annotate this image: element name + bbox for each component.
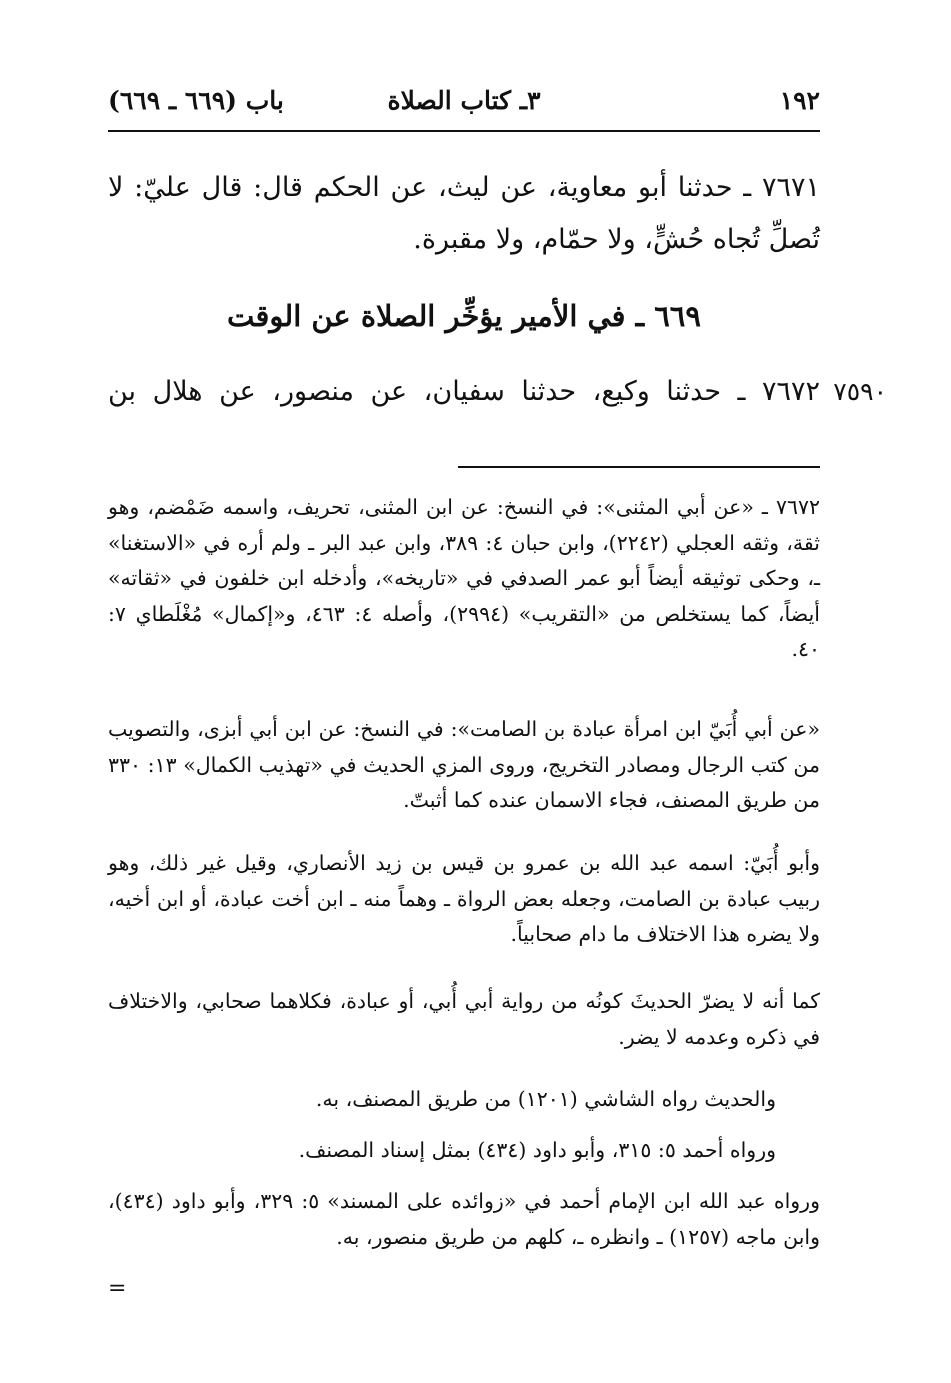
margin-number: ٧٥٩٠: [833, 377, 887, 406]
hadith-7672: ٧٦٧٢ ـ حدثنا وكيع، حدثنا سفيان، عن منصور، عن هلال بن: [108, 376, 820, 407]
footnote-paragraph: «عن أبي أُبَيّ ابن امرأة عبادة بن الصامت»: في النسخ: عن ابن أبي أبزى، والتصويب من كتب الرجال ومصادر التخريج، وروى المزي الحديث في «تهذيب الكمال» ١٣: ٣٣٠ من طريق المصنف، فجاء الاسمان عنده كما أثبتّ.: [108, 717, 820, 812]
page-number: ١٩٢: [779, 86, 820, 115]
chapter-heading: ٦٦٩ ـ في الأمير يؤخِّر الصلاة عن الوقت: [227, 299, 701, 333]
footnote-paragraph: وأبو أُبَيّ: اسمه عبد الله بن عمرو بن قيس بن زيد الأنصاري، وقيل غير ذلك، وهو ربيب عبادة بن الصامت، وجعله بعض الرواة ـ وهماً منه ـ ابن أخت عبادة، أو ابن أخيه، ولا يضره هذا الاختلاف ما دام صحابياً.: [108, 851, 820, 946]
footnote-paragraph: ورواه عبد الله ابن الإمام أحمد في «زوائده على المسند» ٥: ٣٢٩، وأبو داود (٤٣٤)، وابن ماجه (١٢٥٧) ـ وانظره ـ، كلهم من طريق منصور، به.: [108, 1189, 820, 1249]
header-rule: [108, 130, 820, 132]
footnote-paragraph: ٧٦٧٢ ـ «عن أبي المثنى»: في النسخ: عن ابن المثنى، تحريف، واسمه ضَمْضم، وهو ثقة، وثقه العجلي (٢٢٤٢)، وابن حبان ٤: ٣٨٩، وابن عبد البر ـ ولم أره في «الاستغنا» ـ، وحكى توثيقه أيضاً أبو عمر الصدفي في «تاريخه»، وأدخله ابن خلفون في «ثقاته» أيضاً، كما يستخلص من «التقريب» (٢٩٩٤)، وأصله ٤: ٤٦٣، و«إكمال» مُغْلَطاي ٧: ٤٠.: [108, 495, 820, 661]
footnote-paragraph: كما أنه لا يضرّ الحديثَ كونُه من رواية أبي أُبي، أو عبادة، فكلاهما صحابي، والاختلاف في ذكره وعدمه لا يضر.: [108, 989, 820, 1049]
page-header: [108, 86, 820, 122]
footnote-paragraph: والحديث رواه الشاشي (١٢٠١) من طريق المصنف، به.: [315, 1087, 776, 1111]
hadith-7671: ٧٦٧١ ـ حدثنا أبو معاوية، عن ليث، عن الحكم قال: قال عليّ: لا تُصلِّ تُجاه حُشٍّ، ولا حمّام، ولا مقبرة.: [108, 172, 820, 255]
footnote-paragraph: ورواه أحمد ٥: ٣١٥، وأبو داود (٤٣٤) بمثل إسناد المصنف.: [298, 1138, 776, 1162]
chapter-range: باب (٦٦٩ ـ ٦٦٩): [108, 86, 284, 115]
continuation-mark: =: [108, 1276, 127, 1301]
book-title: ٣ـ كتاب الصلاة: [387, 86, 541, 115]
footnote-separator: [458, 466, 820, 468]
